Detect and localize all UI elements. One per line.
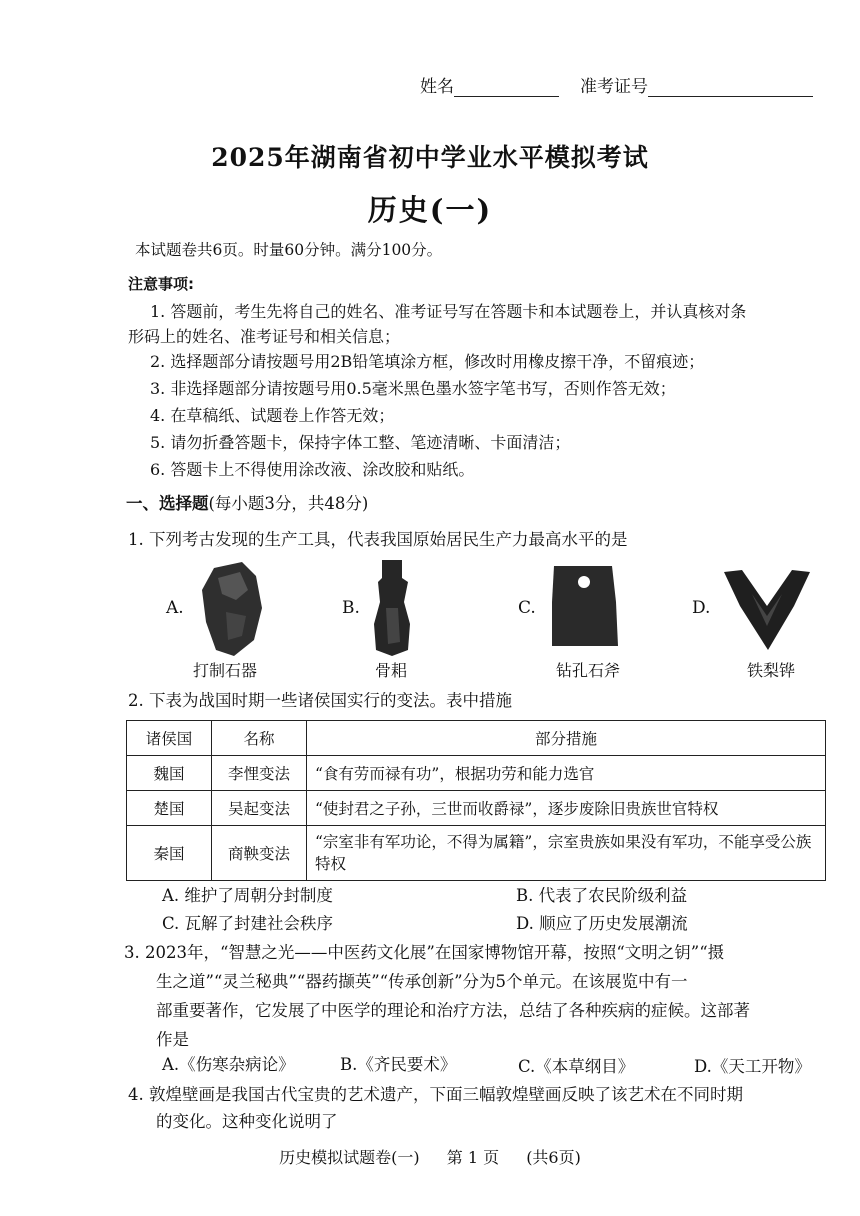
drilled-stone-axe-image bbox=[548, 562, 620, 652]
table-row bbox=[127, 826, 826, 881]
table-header: 名称 bbox=[212, 721, 307, 756]
question-4-line: 的变化。这种变化说明了 bbox=[156, 1112, 338, 1131]
question-1-text: 1. 下列考古发现的生产工具，代表我国原始居民生产力最高水平的是 bbox=[128, 530, 628, 549]
question-3-line: 生之道”“灵兰秘典”“器药撷英”“传承创新”分为5个单元。在该展览中有一 bbox=[156, 972, 688, 991]
exam-title: 2025年湖南省初中学业水平模拟考试 bbox=[211, 143, 649, 172]
table-cell: 秦国 bbox=[127, 826, 212, 881]
section-heading bbox=[126, 492, 368, 516]
section-title: 一、选择题 bbox=[126, 494, 209, 513]
q2-option-b: B. 代表了农民阶级利益 bbox=[516, 886, 688, 905]
reform-table bbox=[126, 720, 826, 881]
q1-option-c-letter: C. bbox=[518, 598, 536, 618]
question-2-text: 2. 下表为战国时期一些诸侯国实行的变法。表中措施 bbox=[128, 691, 512, 710]
table-cell: “宗室非有军功论，不得为属籍”，宗室贵族如果没有军功，不能享受公族特权 bbox=[307, 826, 826, 881]
q2-option-d: D. 顺应了历史发展潮流 bbox=[516, 914, 688, 933]
exam-number-label: 准考证号 bbox=[580, 77, 648, 97]
bone-spade-image bbox=[368, 558, 420, 658]
q3-option-c: C.《本草纲目》 bbox=[518, 1057, 635, 1076]
question-3-line: 部重要著作，它发展了中医学的理论和治疗方法，总结了各种疾病的症候。这部著 bbox=[156, 1001, 750, 1020]
footer-page: 第 1 页 bbox=[446, 1148, 500, 1167]
table-cell: 商鞅变法 bbox=[212, 826, 307, 881]
notice-heading: 注意事项: bbox=[128, 275, 194, 293]
table-row bbox=[127, 791, 826, 826]
exam-intro: 本试题卷共6页。时量60分钟。满分100分。 bbox=[135, 241, 443, 259]
table-cell: “使封君之子孙，三世而收爵禄”，逐步废除旧贵族世官特权 bbox=[307, 791, 826, 826]
table-row bbox=[127, 756, 826, 791]
table-cell: 李悝变法 bbox=[212, 756, 307, 791]
q1-option-a-letter: A. bbox=[166, 598, 184, 618]
q1-option-a-caption: 打制石器 bbox=[193, 661, 258, 680]
footer-total: (共6页) bbox=[526, 1148, 581, 1167]
table-cell: 楚国 bbox=[127, 791, 212, 826]
q1-option-b-caption: 骨耜 bbox=[375, 661, 408, 680]
q3-option-d: D.《天工开物》 bbox=[694, 1057, 811, 1076]
notice-item: 1. 答题前，考生先将自己的姓名、准考证号写在答题卡和本试题卷上，并认真核对条 bbox=[150, 302, 747, 321]
subject-title: 历史(一) bbox=[367, 193, 493, 227]
notice-item: 形码上的姓名、准考证号和相关信息； bbox=[128, 327, 401, 346]
section-scoring: (每小题3分，共48分) bbox=[208, 494, 369, 513]
notice-item: 6. 答题卡上不得使用涂改液、涂改胶和贴纸。 bbox=[150, 460, 475, 479]
q3-option-a: A.《伤寒杂病论》 bbox=[162, 1055, 295, 1074]
q1-option-d-letter: D. bbox=[692, 598, 711, 618]
notice-item: 4. 在草稿纸、试题卷上作答无效； bbox=[150, 406, 395, 425]
name-blank bbox=[454, 78, 559, 97]
notice-item: 3. 非选择题部分请按题号用0.5毫米黑色墨水签字笔书写，否则作答无效； bbox=[150, 379, 676, 398]
question-3-line: 3. 2023年，“智慧之光——中医药文化展”在国家博物馆开幕，按照“文明之钥”“摄 bbox=[124, 943, 725, 962]
question-4-line: 4. 敦煌壁画是我国古代宝贵的艺术遗产，下面三幅敦煌壁画反映了该艺术在不同时期 bbox=[128, 1085, 743, 1104]
q1-option-b-letter: B. bbox=[342, 598, 360, 618]
name-label: 姓名 bbox=[420, 77, 454, 97]
notice-item: 5. 请勿折叠答题卡，保持字体工整、笔迹清晰、卡面清洁； bbox=[150, 433, 571, 452]
exam-number-field bbox=[580, 72, 813, 97]
question-3-line: 作是 bbox=[156, 1030, 189, 1049]
iron-plow-image bbox=[722, 566, 812, 652]
q2-option-a: A. 维护了周朝分封制度 bbox=[162, 886, 333, 905]
q1-option-c-caption: 钻孔石斧 bbox=[556, 661, 621, 680]
table-header: 诸侯国 bbox=[127, 721, 212, 756]
notice-item: 2. 选择题部分请按题号用2B铅笔填涂方框，修改时用橡皮擦干净，不留痕迹； bbox=[150, 352, 705, 371]
footer-title: 历史模拟试题卷(一) bbox=[279, 1148, 420, 1167]
table-cell: 魏国 bbox=[127, 756, 212, 791]
q1-option-d-caption: 铁梨铧 bbox=[747, 661, 796, 680]
q2-option-c: C. 瓦解了封建社会秩序 bbox=[162, 914, 334, 933]
name-field bbox=[420, 72, 559, 97]
table-header: 部分措施 bbox=[307, 721, 826, 756]
table-header-row bbox=[127, 721, 826, 756]
table-cell: “食有劳而禄有功”，根据功劳和能力选官 bbox=[307, 756, 826, 791]
q3-option-b: B.《齐民要术》 bbox=[340, 1055, 457, 1074]
exam-number-blank bbox=[648, 78, 813, 97]
table-cell: 吴起变法 bbox=[212, 791, 307, 826]
stone-tool-image bbox=[196, 560, 268, 660]
page-footer bbox=[0, 1145, 860, 1168]
